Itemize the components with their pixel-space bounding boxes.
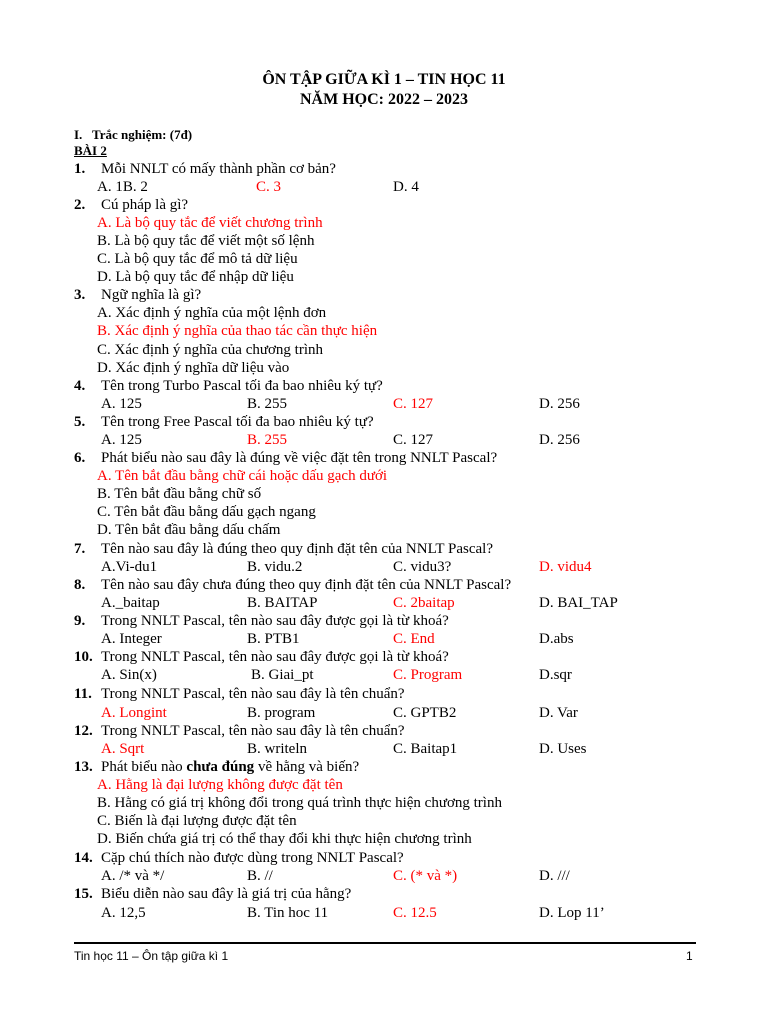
question-text xyxy=(101,758,359,776)
option-c: C. 127 xyxy=(393,432,434,448)
question-text: Cặp chú thích nào được dùng trong NNLT Pascal? xyxy=(101,850,404,866)
option-b: B. // xyxy=(247,868,273,884)
option-d-answer: D. vidu4 xyxy=(539,559,592,575)
option-a: A. Sin(x) xyxy=(101,667,157,683)
option-b: B. 255 xyxy=(247,396,288,412)
option-c: C. Biến là đại lượng được đặt tên xyxy=(97,813,297,829)
option-a: A. 12,5 xyxy=(101,905,146,921)
question-number: 1. xyxy=(74,161,86,177)
option-d: D. Uses xyxy=(539,741,587,757)
option-a-answer: A. Sqrt xyxy=(101,741,145,757)
option-c: C. Là bộ quy tắc để mô tả dữ liệu xyxy=(97,251,298,267)
question-number: 15. xyxy=(74,886,93,902)
option-c: C. Baitap1 xyxy=(393,741,458,757)
question-text-emphasis: chưa đúng xyxy=(186,759,255,775)
option-a: A.Vi-du1 xyxy=(101,559,158,575)
question-number: 2. xyxy=(74,197,86,213)
section-number: I. xyxy=(74,127,83,142)
question-text: Mỗi NNLT có mấy thành phần cơ bản? xyxy=(101,161,336,177)
question-text: Tên nào sau đây là đúng theo quy định đặt tên của NNLT Pascal? xyxy=(101,541,493,557)
option-b: B. writeln xyxy=(247,741,307,757)
option-b: B. BAITAP xyxy=(247,595,318,611)
section-heading xyxy=(74,127,192,143)
option-a-answer: A. Là bộ quy tắc để viết chương trình xyxy=(97,215,323,231)
section-label: Trắc nghiệm: (7đ) xyxy=(92,127,193,142)
option-b: B. Tin hoc 11 xyxy=(247,905,329,921)
question-text: Ngữ nghĩa là gì? xyxy=(101,287,202,303)
question-text: Trong NNLT Pascal, tên nào sau đây là tên chuẩn? xyxy=(101,686,405,702)
option-a: A. 1B. 2 xyxy=(97,179,148,195)
option-b: B. program xyxy=(247,705,316,721)
option-a: A. Xác định ý nghĩa của một lệnh đơn xyxy=(97,305,327,321)
footer-divider xyxy=(74,942,696,944)
option-c-answer: C. 2baitap xyxy=(393,595,455,611)
question-text: Trong NNLT Pascal, tên nào sau đây được gọi là từ khoá? xyxy=(101,649,449,665)
question-text-end: về hằng và biến? xyxy=(254,759,360,775)
option-b: B. Giai_pt xyxy=(251,667,314,683)
question-text: Tên nào sau đây chưa đúng theo quy định đặt tên của NNLT Pascal? xyxy=(101,577,512,593)
option-c-answer: C. 12.5 xyxy=(393,905,437,921)
option-d: D. Là bộ quy tắc để nhập dữ liệu xyxy=(97,269,294,285)
option-d: D. 256 xyxy=(539,396,580,412)
option-a: A._baitap xyxy=(101,595,160,611)
question-number: 14. xyxy=(74,850,93,866)
option-a: A. 125 xyxy=(101,432,142,448)
option-a: A. /* và */ xyxy=(101,868,165,884)
option-d: D. Tên bắt đầu bằng dấu chấm xyxy=(97,522,281,538)
option-c-answer: C. (* và *) xyxy=(393,868,458,884)
option-d: D. BAI_TAP xyxy=(539,595,618,611)
option-d: D. Var xyxy=(539,705,578,721)
option-c-answer: C. 3 xyxy=(256,179,282,195)
option-c-answer: C. End xyxy=(393,631,435,647)
option-b: B. Là bộ quy tắc để viết một số lệnh xyxy=(97,233,315,249)
option-a: A. 125 xyxy=(101,396,142,412)
school-year-title: NĂM HỌC: 2022 – 2023 xyxy=(300,91,468,108)
option-a-answer: A. Longint xyxy=(101,705,167,721)
question-number: 12. xyxy=(74,723,93,739)
question-text: Tên trong Free Pascal tối đa bao nhiêu ký tự? xyxy=(101,414,374,430)
option-d: D.sqr xyxy=(539,667,572,683)
question-text: Trong NNLT Pascal, tên nào sau đây là tên chuẩn? xyxy=(101,723,405,739)
option-c-answer: C. Program xyxy=(393,667,463,683)
question-text: Tên trong Turbo Pascal tối đa bao nhiêu ký tự? xyxy=(101,378,383,394)
option-d: D. 4 xyxy=(393,179,419,195)
option-a-answer: A. Hằng là đại lượng không được đặt tên xyxy=(97,777,343,793)
option-d: D. /// xyxy=(539,868,570,884)
option-c-answer: C. 127 xyxy=(393,396,434,412)
option-b-answer: B. 255 xyxy=(247,432,288,448)
question-number: 7. xyxy=(74,541,86,557)
question-number: 6. xyxy=(74,450,86,466)
question-number: 10. xyxy=(74,649,93,665)
question-text: Phát biểu nào sau đây là đúng về việc đặt tên trong NNLT Pascal? xyxy=(101,450,498,466)
question-text: Biểu diễn nào sau đây là giá trị của hằng? xyxy=(101,886,352,902)
document-title: ÔN TẬP GIỮA KÌ 1 – TIN HỌC 11 xyxy=(262,71,506,88)
option-b: B. PTB1 xyxy=(247,631,300,647)
question-number: 5. xyxy=(74,414,86,430)
option-b: B. Tên bắt đầu bằng chữ số xyxy=(97,486,262,502)
lesson-heading: BÀI 2 xyxy=(74,143,107,158)
question-text: Cú pháp là gì? xyxy=(101,197,189,213)
option-d: D. 256 xyxy=(539,432,580,448)
option-a-answer: A. Tên bắt đầu bằng chữ cái hoặc dấu gạch dưới xyxy=(97,468,388,484)
question-number: 9. xyxy=(74,613,86,629)
option-c: C. vidu3? xyxy=(393,559,452,575)
option-c: C. GPTB2 xyxy=(393,705,457,721)
question-text: Trong NNLT Pascal, tên nào sau đây được gọi là từ khoá? xyxy=(101,613,449,629)
option-b: B. vidu.2 xyxy=(247,559,303,575)
footer-title: Tin học 11 – Ôn tập giữa kì 1 xyxy=(74,949,229,963)
option-c: C. Tên bắt đầu bằng dấu gạch ngang xyxy=(97,504,316,520)
option-c: C. Xác định ý nghĩa của chương trình xyxy=(97,342,324,358)
question-number: 11. xyxy=(74,686,92,702)
option-b-answer: B. Xác định ý nghĩa của thao tác cần thực hiện xyxy=(97,323,378,339)
option-d: D.abs xyxy=(539,631,574,647)
question-number: 8. xyxy=(74,577,86,593)
question-number: 3. xyxy=(74,287,86,303)
page-number: 1 xyxy=(686,949,693,963)
question-text-start: Phát biểu nào xyxy=(101,759,187,775)
option-b: B. Hằng có giá trị không đổi trong quá trình thực hiện chương trình xyxy=(97,795,502,811)
option-a: A. Integer xyxy=(101,631,162,647)
question-number: 4. xyxy=(74,378,86,394)
option-d: D. Lop 11’ xyxy=(539,905,605,921)
question-number: 13. xyxy=(74,759,93,775)
option-d: D. Xác định ý nghĩa dữ liệu vào xyxy=(97,360,290,376)
option-d: D. Biến chứa giá trị có thể thay đổi khi thực hiện chương trình xyxy=(97,831,472,847)
